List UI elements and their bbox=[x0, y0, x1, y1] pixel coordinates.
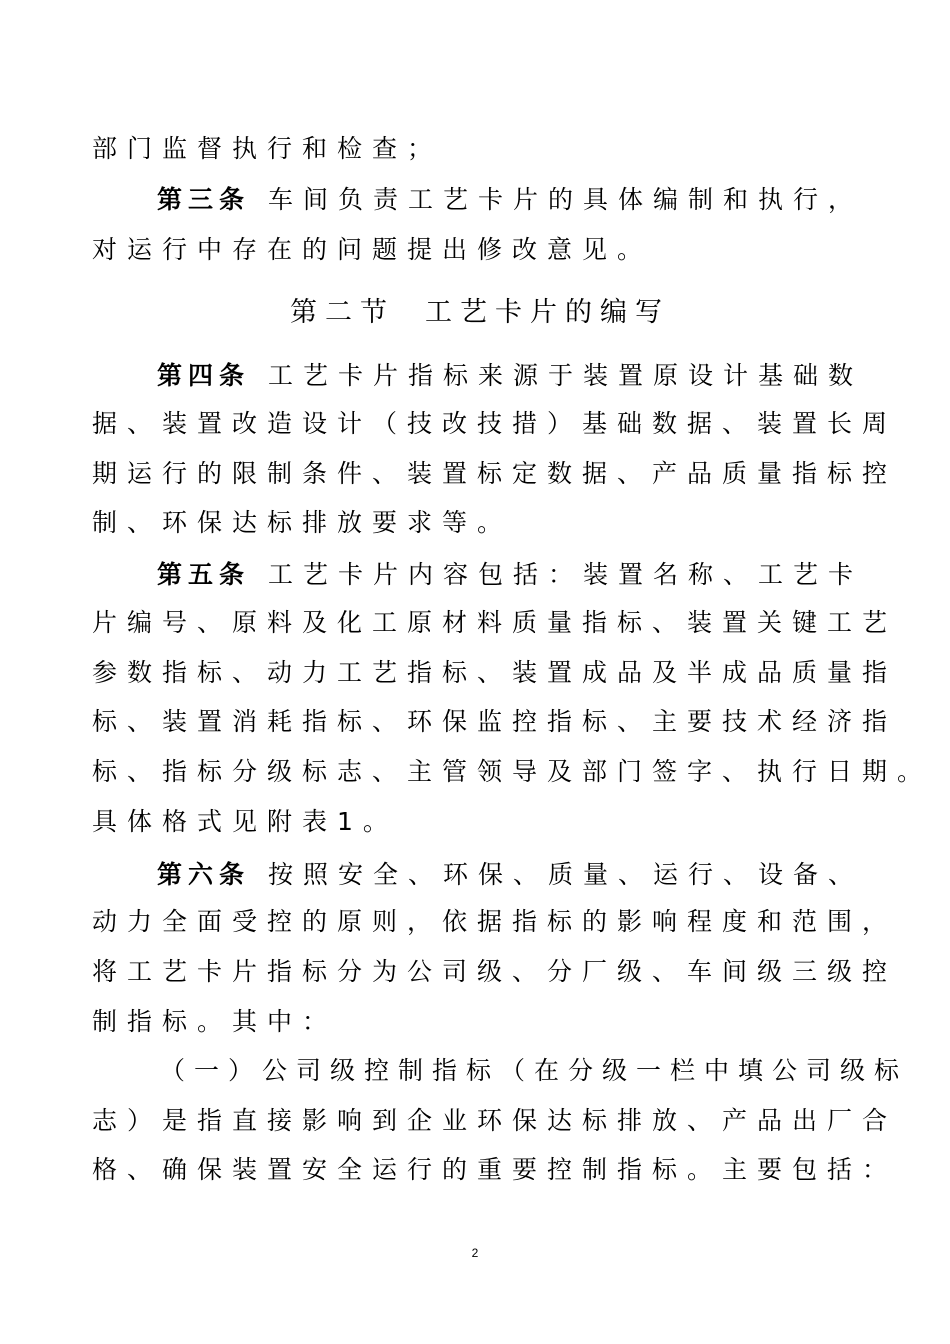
text-line: 制指标。其中： bbox=[92, 1007, 338, 1036]
article-6-label: 第六条 bbox=[157, 860, 251, 889]
text-line: 车间负责工艺卡片的具体编制和执行， bbox=[267, 185, 863, 214]
text-line: 标、指标分级标志、主管领导及部门签字、执行日期。 bbox=[92, 757, 933, 786]
text-line: 按照安全、环保、质量、运行、设备、 bbox=[267, 860, 863, 889]
text-line: 动力全面受控的原则，依据指标的影响程度和范围， bbox=[92, 907, 898, 936]
article-5-line bbox=[157, 558, 863, 592]
text-line: 标、装置消耗指标、环保监控指标、主要技术经济指 bbox=[92, 707, 898, 736]
page-number: 2 bbox=[471, 1246, 479, 1260]
article-3-label: 第三条 bbox=[157, 185, 251, 214]
text-line: 对运行中存在的问题提出修改意见。 bbox=[92, 235, 653, 264]
article-6-line bbox=[157, 858, 863, 892]
text-line: 期运行的限制条件、装置标定数据、产品质量指标控 bbox=[92, 459, 898, 488]
article-4-label: 第四条 bbox=[157, 361, 251, 390]
text-line: 片编号、原料及化工原材料质量指标、装置关键工艺 bbox=[92, 608, 898, 637]
text-line: 制、环保达标排放要求等。 bbox=[92, 508, 513, 537]
text-line: 参数指标、动力工艺指标、装置成品及半成品质量指 bbox=[92, 658, 898, 687]
article-4-line bbox=[157, 359, 863, 393]
section-title: 工艺卡片的编写 bbox=[425, 297, 670, 328]
text-line: （一）公司级控制指标（在分级一栏中填公司级标 bbox=[160, 1056, 909, 1085]
text-line: 部门监督执行和检查； bbox=[92, 134, 443, 163]
text-line: 具体格式见附表1。 bbox=[92, 807, 398, 836]
text-line: 据、装置改造设计（技改技措）基础数据、装置长周 bbox=[92, 409, 898, 438]
text-line: 格、确保装置安全运行的重要控制指标。主要包括： bbox=[92, 1155, 898, 1184]
text-line: 工艺卡片内容包括：装置名称、工艺卡 bbox=[267, 560, 863, 589]
text-line: 将工艺卡片指标分为公司级、分厂级、车间级三级控 bbox=[92, 957, 898, 986]
section-heading bbox=[290, 296, 670, 330]
text-line: 志）是指直接影响到企业环保达标排放、产品出厂合 bbox=[92, 1106, 898, 1135]
article-3-line bbox=[157, 183, 863, 217]
article-5-label: 第五条 bbox=[157, 560, 251, 589]
section-number: 第二节 bbox=[290, 297, 395, 328]
text-line: 工艺卡片指标来源于装置原设计基础数 bbox=[267, 361, 863, 390]
